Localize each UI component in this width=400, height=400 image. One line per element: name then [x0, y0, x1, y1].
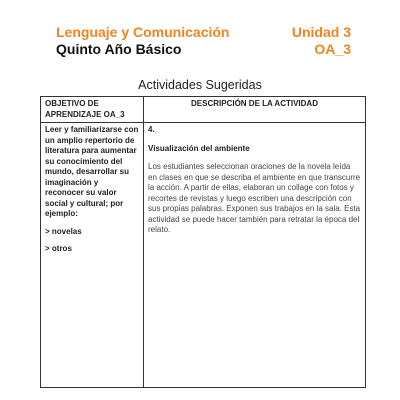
- header-right: [292, 24, 351, 57]
- activity-number: 4.: [148, 125, 155, 134]
- activities-table: [40, 96, 366, 388]
- oa-label: OA_3: [314, 41, 351, 57]
- column-header-objective: OBJETIVO DE APRENDIZAJE OA_3: [41, 97, 144, 123]
- list-item-otros: > otros: [45, 244, 72, 253]
- table-row: [41, 123, 366, 388]
- objective-cell: [41, 123, 144, 388]
- activity-description: Los estudiantes seleccionan oraciones de la novela leída en clases en que se describa el ambiente en que transcurre la acción. A partir de ellas, elaboran un collage con fotos y recortes de revistas y luego escriben una descripción con sus propias palabras. Exponen sus trabajos en la sala. Esta actividad se puede hacer también para retratar la época del relato.: [148, 162, 361, 234]
- activity-title: Visualización del ambiente: [148, 143, 250, 153]
- unit-label: Unidad 3: [291, 24, 351, 40]
- column-header-description: DESCRIPCIÓN DE LA ACTIVIDAD: [144, 97, 366, 123]
- page-title: Actividades Sugeridas: [138, 78, 262, 92]
- description-cell: [144, 123, 366, 388]
- header-left: [56, 24, 229, 57]
- table-header-row: [41, 97, 366, 123]
- subject-title: Lenguaje y Comunicación: [56, 24, 230, 40]
- grade-label: Quinto Año Básico: [56, 41, 182, 57]
- list-item-novelas: > novelas: [45, 226, 82, 236]
- objective-text: Leer y familiarizarse con un amplio repertorio de literatura para aumentar su conocimiento del mundo, desarrollar su imaginación y reconocer su valor social y cultural; por ejemplo:: [45, 125, 139, 218]
